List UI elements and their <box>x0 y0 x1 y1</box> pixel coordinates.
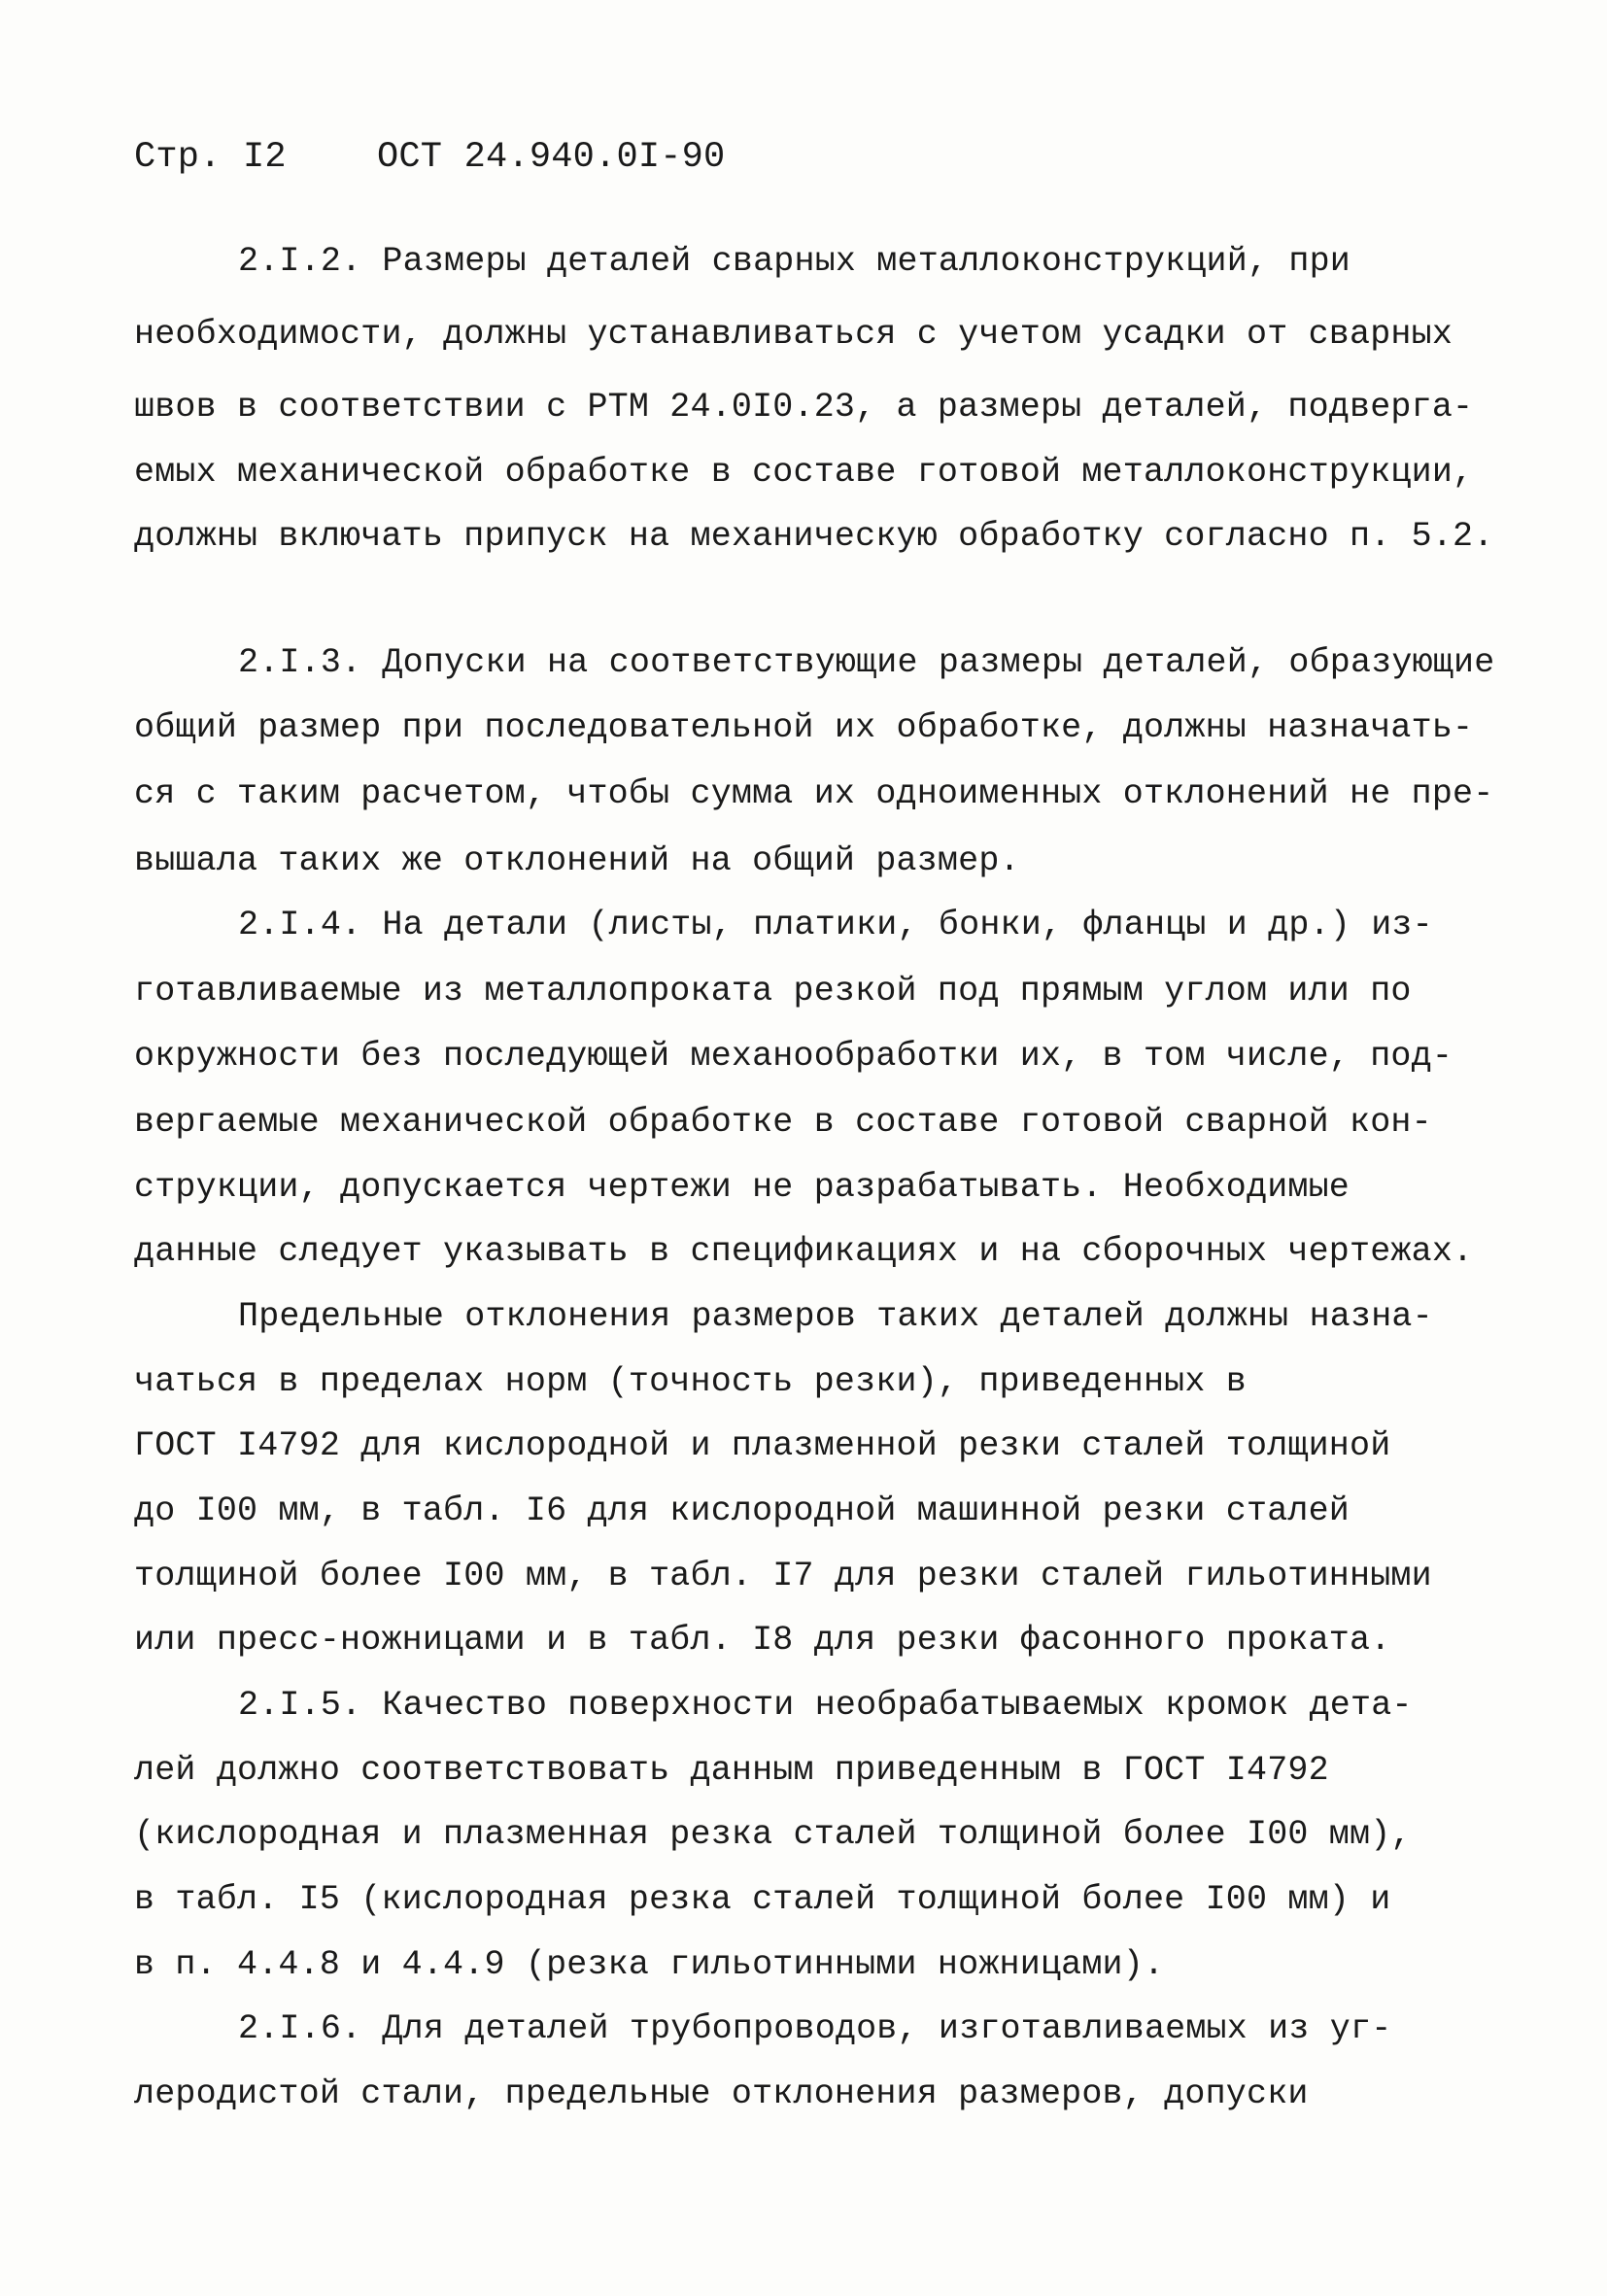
text-line: емых механической обработке в составе готовой металлоконструкции, <box>134 453 1474 492</box>
text-line: леродистой стали, предельные отклонения размеров, допуски <box>134 2074 1309 2113</box>
standard-designation: ОСТ 24.940.0I-90 <box>377 137 726 178</box>
text-line: 2.I.5. Качество поверхности необрабатываемых кромок дета- <box>238 1686 1413 1725</box>
text-line: лей должно соответствовать данным приведенным в ГОСТ I4792 <box>134 1751 1329 1790</box>
text-line: ГОСТ I4792 для кислородной и плазменной резки сталей толщиной <box>134 1426 1391 1465</box>
text-line: или пресс-ножницами и в табл. I8 для резки фасонного проката. <box>134 1621 1391 1660</box>
text-line: 2.I.4. На детали (листы, платики, бонки, фланцы и др.) из- <box>238 906 1433 944</box>
text-line: 2.I.3. Допуски на соответствующие размеры деталей, образующие <box>238 643 1495 682</box>
text-line: ся с таким расчетом, чтобы сумма их одноименных отклонений не пре- <box>134 774 1494 813</box>
text-line: чаться в пределах норм (точность резки), приведенных в <box>134 1362 1247 1401</box>
page-number: Стр. I2 <box>134 137 287 178</box>
text-line: данные следует указывать в спецификациях и на сборочных чертежах. <box>134 1232 1474 1271</box>
text-line: струкции, допускается чертежи не разрабатывать. Необходимые <box>134 1168 1351 1207</box>
text-line: окружности без последующей механообработки их, в том числе, под- <box>134 1037 1453 1076</box>
text-line: Предельные отклонения размеров таких деталей должны назна- <box>238 1297 1433 1336</box>
text-line: толщиной более I00 мм, в табл. I7 для резки сталей гильотинными <box>134 1557 1432 1595</box>
text-line: вышала таких же отклонений на общий размер. <box>134 841 1020 880</box>
text-line: в табл. I5 (кислородная резка сталей толщиной более I00 мм) и <box>134 1880 1391 1919</box>
text-line: вергаемые механической обработке в составе готовой сварной кон- <box>134 1103 1432 1142</box>
text-line: швов в соответствии с РТМ 24.0I0.23, а размеры деталей, подверга- <box>134 388 1474 427</box>
text-line: необходимости, должны устанавливаться с учетом усадки от сварных <box>134 315 1453 354</box>
text-line: в п. 4.4.8 и 4.4.9 (резка гильотинными ножницами). <box>134 1945 1165 1984</box>
text-line: (кислородная и плазменная резка сталей толщиной более I00 мм), <box>134 1815 1412 1854</box>
text-line: до I00 мм, в табл. I6 для кислородной машинной резки сталей <box>134 1491 1351 1530</box>
text-line: готавливаемые из металлопроката резкой под прямым углом или по <box>134 972 1412 1011</box>
text-line: общий размер при последовательной их обработке, должны назначать- <box>134 708 1474 747</box>
text-line: должны включать припуск на механическую обработку согласно п. 5.2. <box>134 517 1494 556</box>
text-line: 2.I.6. Для деталей трубопроводов, изготавливаемых из уг- <box>238 2009 1392 2048</box>
text-line: 2.I.2. Размеры деталей сварных металлоконструкций, при <box>238 242 1351 281</box>
